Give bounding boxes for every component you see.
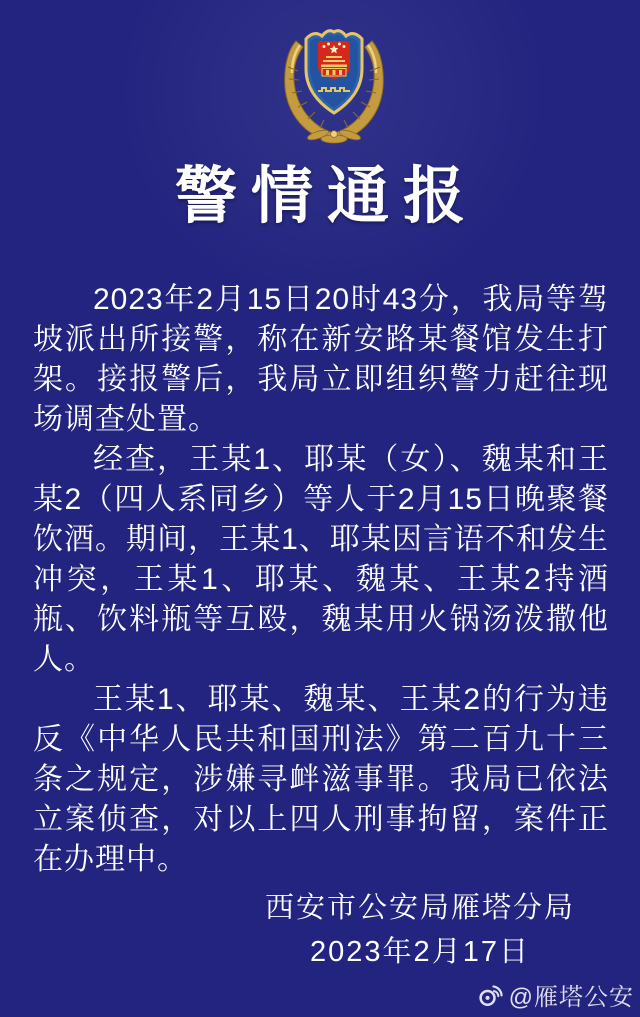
notice-title: 警情通报: [174, 163, 479, 231]
watermark-handle: @雁塔公安: [508, 984, 634, 1011]
police-badge-icon: [272, 15, 396, 149]
notice-body: [33, 280, 609, 880]
issue-date: 2023年2月17日: [310, 936, 530, 968]
police-badge-emblem: [272, 15, 396, 149]
issuer-name: 西安市公安局雁塔分局: [264, 892, 575, 924]
notice-paragraph-2: 经查，王某1、耶某（女）、魏某和王某2（四人系同乡）等人于2月15日晚聚餐饮酒。期间，王某1、耶某因言语不和发生冲突，王某1、耶某、魏某、王某2持酒瓶、饮料瓶等互殴，魏某用火锅汤泼撒他人。: [33, 443, 609, 676]
signature-block: [200, 886, 640, 974]
weibo-watermark: [477, 977, 634, 1012]
weibo-icon: [477, 981, 504, 1008]
notice-paragraph-1: 2023年2月15日20时43分，我局等驾坡派出所接警，称在新安路某餐馆发生打架。接报警后，我局立即组织警力赶往现场调查处置。: [33, 283, 609, 436]
notice-paragraph-3: 王某1、耶某、魏某、王某2的行为违反《中华人民共和国刑法》第二百九十三条之规定，涉嫌寻衅滋事罪。我局已依法立案侦查，对以上四人刑事拘留，案件正在办理中。: [33, 683, 609, 876]
